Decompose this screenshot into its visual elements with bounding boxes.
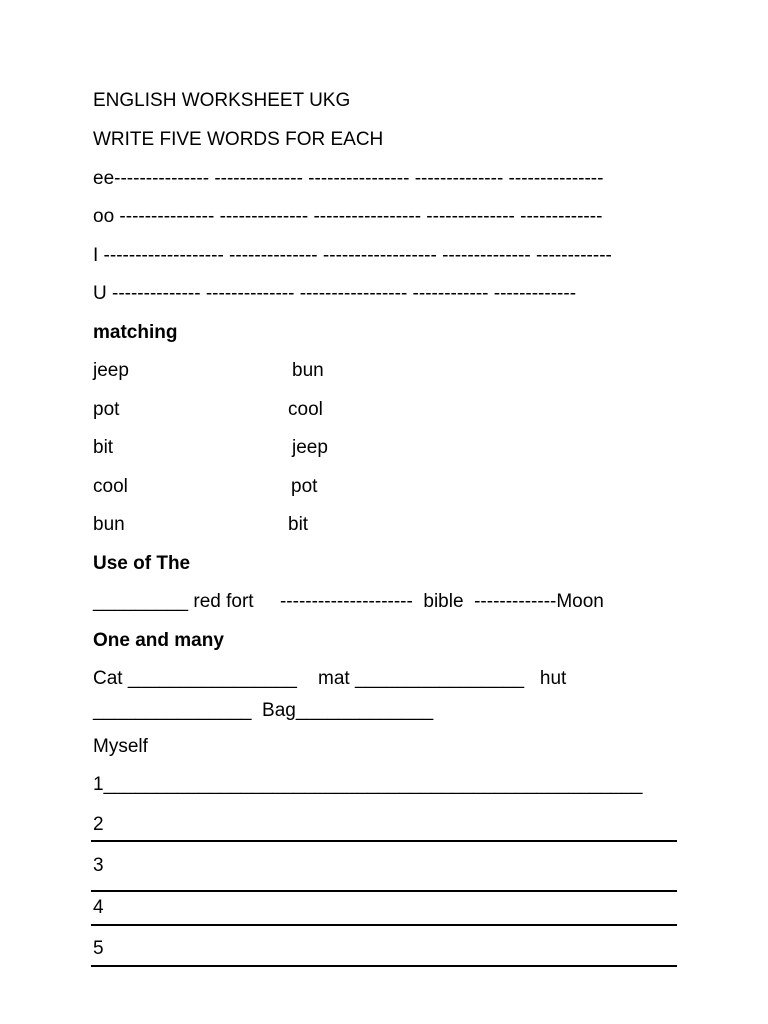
- myself-item-number: 5: [93, 938, 104, 959]
- one-and-many-heading: One and many: [93, 630, 224, 651]
- matching-right-item: bun: [292, 360, 324, 381]
- matching-left-item: jeep: [93, 360, 129, 381]
- word-row-u: U -------------- -------------- ----------------- ------------ -------------: [93, 283, 577, 304]
- page-title: ENGLISH WORKSHEET UKG: [93, 90, 351, 111]
- word-row-i: I ------------------- -------------- ------------------ -------------- ------------: [93, 245, 612, 266]
- writing-line: [91, 924, 677, 926]
- use-of-the-heading: Use of The: [93, 553, 191, 574]
- writing-line: [91, 890, 677, 892]
- matching-right-item: cool: [288, 399, 323, 420]
- one-and-many-line-2: _______________ Bag_____________: [93, 700, 434, 721]
- use-of-the-line: _________ red fort --------------------- bible -------------Moon: [93, 591, 604, 612]
- myself-item-1: 1___________________________________________________: [93, 774, 643, 795]
- writing-line: [91, 965, 677, 967]
- matching-left-item: bun: [93, 514, 125, 535]
- one-and-many-line-1: Cat ________________ mat ________________ hut: [93, 668, 567, 689]
- writing-line: [91, 840, 677, 842]
- matching-left-item: cool: [93, 476, 128, 497]
- matching-right-item: jeep: [292, 437, 328, 458]
- matching-right-item: pot: [291, 476, 318, 497]
- myself-item-number: 3: [93, 855, 104, 876]
- word-row-oo: oo --------------- -------------- ----------------- -------------- -------------: [93, 206, 603, 227]
- matching-right-item: bit: [288, 514, 309, 535]
- matching-left-item: pot: [93, 399, 120, 420]
- myself-item-number: 2: [93, 814, 104, 835]
- word-row-ee: ee--------------- -------------- ---------------- -------------- ---------------: [93, 168, 604, 189]
- section-instruction: WRITE FIVE WORDS FOR EACH: [93, 129, 384, 150]
- myself-item-number: 4: [93, 897, 104, 918]
- matching-left-item: bit: [93, 437, 114, 458]
- matching-heading: matching: [93, 322, 178, 343]
- myself-heading: Myself: [93, 736, 148, 757]
